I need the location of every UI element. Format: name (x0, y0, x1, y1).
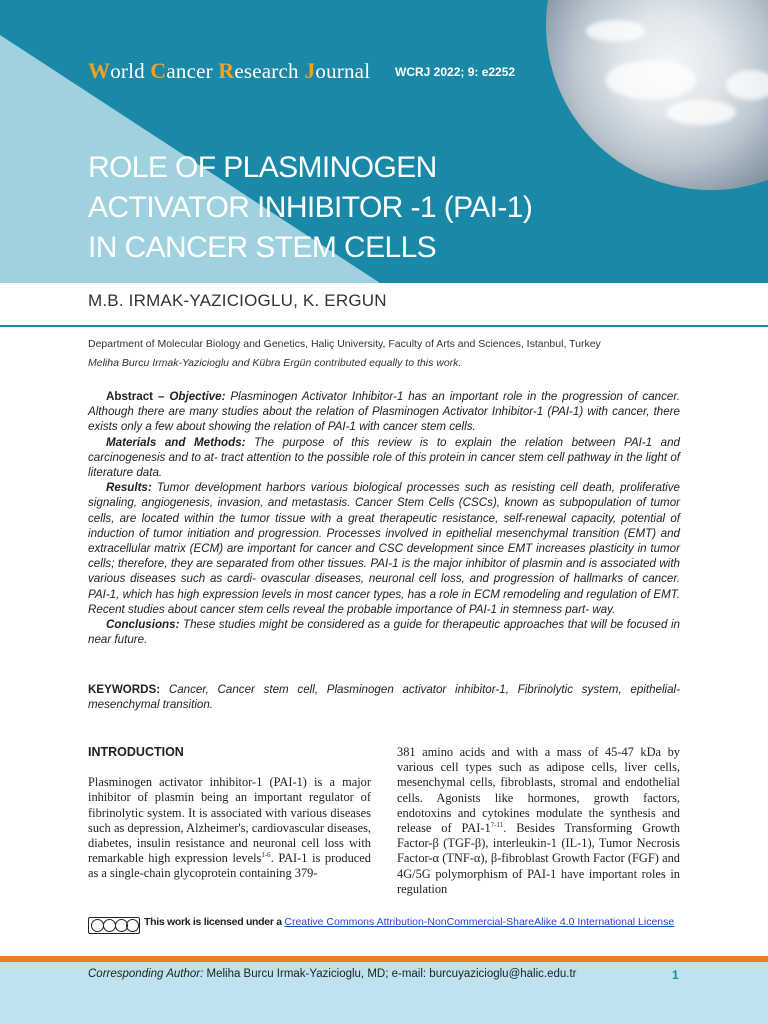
citation-ref[interactable]: 7-11 (490, 820, 504, 829)
methods-text: The purpose of this review is to explain the relation between PAI-1 and carcinogenesis and to at- tract attention to the possible role of this protein in cancer stem cell pathway in the light of literature data. (88, 435, 680, 480)
article-title (88, 148, 548, 268)
conclusions-text: These studies might be considered as a guide for therapeutic approaches that will be focused in near future. (88, 618, 680, 647)
affiliation: Department of Molecular Biology and Genetics, Haliç University, Faculty of Arts and Sciences, Istanbul, Turkey (88, 338, 601, 350)
cc-license-badge-icon[interactable] (88, 917, 140, 934)
journal-name-initial: J (304, 58, 316, 83)
license-prefix: This work is licensed under a (144, 916, 282, 928)
title-line: ROLE OF PLASMINOGEN (88, 151, 437, 184)
results-text: Tumor development harbors various biological processes such as resisting cell death, proliferative signaling, angiogenesis, invasion, and metastasis. Cancer Stem Cells (CSCs), known as subpopulation of tumor cells, are located within the tumor tissue with a great therapeutic resistance, self-renewal capacity, potential of induction of tumor initiation and progression. Processes involved in epithelial mesenchymal transition (EMT) and extracellular matrix (ECM) are important for cancer and CSC development since EMT increases plasticity in tumor cells; therefore, they are separated from other tissues. PAI-1 is the major inhibitor of plasmin and is associated with various diseases such as cardi- ovascular diseases, neuronal cell loss, and progression of hallmarks of cancer. PAI-1, which has high expression levels in most cancer types, has a role in ECM remodeling and regulation of EMT. Recent studies about cancer stem cells reveal the probable importance of PAI-1 in stemness part- way. (88, 481, 681, 616)
abstract-methods (88, 435, 680, 481)
abstract-conclusions (88, 617, 680, 647)
journal-name-word: ancer (166, 59, 219, 83)
corresponding-author-label: Corresponding Author: (88, 968, 204, 980)
title-line: ACTIVATOR INHIBITOR -1 (PAI-1) (88, 191, 533, 224)
license-notice (88, 915, 688, 935)
body-column-right (397, 745, 680, 897)
abstract-results (88, 480, 680, 617)
journal-name-word: esearch (234, 59, 305, 83)
body-column-left (88, 745, 371, 882)
license-link[interactable]: Creative Commons Attribution-NonCommercial-ShareAlike 4.0 International License (284, 916, 675, 928)
corresponding-author-text: Meliha Burcu Irmak-Yazicioglu, MD; e-mail: burcuyazicioglu@halic.edu.tr (206, 968, 577, 980)
body-text: . Besides Transforming Growth Factor-β (TGF-β), interleukin-1 (IL-1), Tumor Necrosis Factor-α (TNF-α), β-fibroblast Growth Factor (FGF) and 4G/5G polymorphism of PAI-1 have important roles in regulation (397, 821, 680, 896)
abstract (88, 389, 680, 647)
journal-name-word: ournal (315, 59, 371, 83)
keywords-label: KEYWORDS: (88, 683, 161, 696)
objective-label: Objective: (169, 390, 226, 403)
authors: M.B. IRMAK-YAZICIOGLU, K. ERGUN (88, 291, 387, 310)
body-text: . PAI-1 is produced as a single-chain glycoprotein containing 379- (88, 851, 371, 881)
header-banner (0, 0, 768, 283)
journal-name (88, 58, 370, 84)
methods-label: Materials and Methods: (106, 435, 246, 449)
body-text: Plasminogen activator inhibitor-1 (PAI-1) is a major inhibitor of plasmin being an important regulator of fibrinolytic system. It is associated with various diseases such as depression, Alzheimer's, cardiovascular diseases, diabetes, insulin resistance and neuronal cell loss with remarkable high expression levels (88, 775, 371, 866)
body-text: 381 amino acids and with a mass of 45-47 kDa by various cell types such as adipose cells, liver cells, mesenchymal cells, fibroblasts, stromal and endothelial cells. Agonists like hormones, growth factors, endotoxins and cytokines modulate the synthesis and release of PAI-1 (397, 745, 680, 836)
contribution-note: Meliha Burcu Irmak-Yazicioglu and Kübra Ergün contributed equally to this work. (88, 357, 462, 369)
divider (0, 325, 768, 327)
body-paragraph (88, 775, 371, 881)
section-heading: INTRODUCTION (88, 745, 184, 759)
keywords (88, 682, 680, 712)
objective-text: Plasminogen Activator Inhibitor-1 has an important role in the progression of cancer. Although there are many studies about the relation of Plasminogen Activator Inhibitor-1 (PAI-1) with cancer, there exists only a few about showing the relation of PAI-1 with cancer stem cells. (88, 390, 680, 434)
journal-name-word: orld (110, 59, 151, 83)
abstract-objective (88, 389, 680, 435)
body-paragraph (397, 745, 680, 897)
journal-name-initial: C (150, 58, 167, 83)
journal-name-initial: R (218, 58, 235, 83)
title-line: IN CANCER STEM CELLS (88, 231, 437, 264)
citation-ref[interactable]: 1-6 (261, 851, 271, 860)
abstract-label: Abstract – (106, 390, 165, 403)
conclusions-label: Conclusions: (106, 618, 180, 632)
keywords-text: Cancer, Cancer stem cell, Plasminogen activator inhibitor-1, Fibrinolytic system, epithelial-mesenchymal transition. (88, 683, 680, 712)
license-text (144, 916, 674, 928)
footer (0, 962, 768, 1024)
results-label: Results: (106, 481, 152, 495)
page-number: 1 (672, 968, 679, 982)
journal-name-initial: W (88, 58, 111, 83)
citation: WCRJ 2022; 9: e2252 (395, 65, 516, 79)
affiliation-block (88, 335, 688, 373)
corresponding-author (88, 968, 577, 980)
